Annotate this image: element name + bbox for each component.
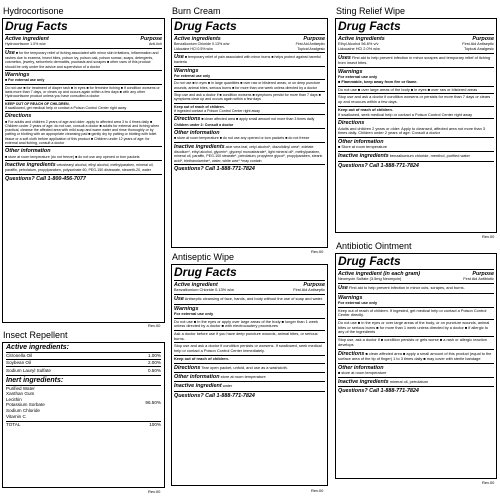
list-item: Vitamin C — [6, 413, 26, 419]
rev-label: Rev.00 — [311, 488, 324, 493]
do-not-use: Do not use ■ in the eyes or apply over large areas of the body ■ longer than 1 week unless directed by a doctor ■ with electrocautery procedures — [174, 318, 318, 329]
inactive-heading: Inactive ingredients — [338, 378, 389, 385]
list-item: Xanthan Gum — [6, 391, 35, 397]
warnings-heading: Warnings — [338, 68, 363, 75]
divider — [174, 164, 325, 165]
divider — [338, 363, 494, 364]
keep-out-reach-text: If swallowed, seek medical help or contact a Poison Control Center right away — [338, 111, 473, 117]
divider — [174, 142, 325, 143]
active-list — [6, 352, 161, 374]
active-purpose: First Aid Antiseptic — [462, 41, 494, 47]
external-use: For external use only — [338, 299, 378, 305]
questions-line: Questions? Call 1-800-456-7077 — [5, 175, 86, 182]
list-item — [6, 352, 161, 359]
active-purpose: Topical Analgesic — [297, 46, 325, 51]
active-line: Hydrocortisone 1.0% w/w — [5, 42, 46, 47]
active-line: Lidocaine HCl 2.0% w/w — [338, 46, 380, 52]
divider — [174, 66, 325, 67]
divider — [338, 118, 494, 119]
divider — [174, 128, 325, 129]
external-use: For external use only — [338, 74, 378, 80]
burn-cream-title: Burn Cream — [172, 6, 221, 16]
directions-text: ■ clean affected area ■ apply a small amount of this product (equal to the surface area of the tip of finger) 1 to 3 times daily ■ may cover with sterile bandage — [338, 350, 492, 361]
ingredient-pct: 0.50% — [147, 367, 161, 373]
keep-out-reach-text: If ingested contact a Poison Control Center right away — [174, 108, 260, 113]
other-heading: Other information — [5, 148, 51, 155]
divider — [5, 111, 162, 112]
insect-repellent-panel — [2, 342, 165, 488]
list-item: Sodium Chloride — [6, 407, 40, 413]
active-heading: Active ingredients — [174, 36, 221, 42]
other-heading: Other information — [338, 139, 384, 146]
keep-out-reach: Keep out of reach of children. — [174, 355, 229, 361]
active-heading: Active ingredients: — [6, 344, 70, 351]
warnings-heading: Warnings — [5, 72, 30, 78]
antibiotic-panel — [335, 253, 497, 479]
rev-label: Rev.00 — [148, 489, 161, 494]
df-title: Drug Facts — [338, 254, 401, 268]
external-use: ■ For external use only — [5, 78, 45, 83]
active-purpose: First Aid Antiseptic — [295, 42, 325, 47]
other-text: ■ store at room temperature ■ do not use any opened or torn packets ■ do not freeze — [174, 136, 310, 141]
use-label: Use — [174, 296, 184, 303]
use-text: Antiseptic cleansing of face, hands, and body without the use of soap and water. — [184, 296, 323, 302]
df-title: Drug Facts — [338, 19, 401, 33]
purpose-heading: Purpose — [303, 282, 325, 288]
divider — [338, 386, 494, 387]
divider — [338, 67, 494, 68]
children-note: Children under 2: Consult a doctor — [174, 122, 234, 127]
divider — [6, 375, 161, 376]
ingredient-pct: 1.00% — [147, 353, 161, 359]
list-item: Purified Water — [6, 385, 35, 391]
list-item — [6, 366, 161, 373]
other-heading: Other information — [338, 364, 384, 371]
inactive-text: mineral oil, petrolatum — [389, 378, 429, 384]
divider — [5, 100, 162, 101]
divider — [338, 137, 494, 138]
other-text: ■ Store at room temperature — [338, 144, 388, 150]
use-label: Use — [338, 285, 348, 292]
inert-block — [6, 385, 161, 420]
divider — [174, 363, 325, 364]
keep-out-reach: Keep out of reach of children. — [174, 104, 225, 109]
divider — [174, 304, 325, 305]
list-item: Lecithin — [6, 396, 22, 402]
df-title: Drug Facts — [5, 19, 68, 33]
inert-list — [6, 386, 45, 420]
other-heading: Other information — [174, 129, 220, 136]
divider — [5, 174, 162, 175]
burn-cream-panel — [171, 18, 328, 248]
ask-doctor: Ask a doctor before use if you have deep puncture wounds, animal bites, or serious burns. — [174, 331, 318, 341]
purpose-heading: Purpose — [303, 36, 325, 42]
directions-text: ■ clean affected area ■ apply small amount not more than 3 times daily — [201, 117, 315, 122]
active-line: Lidocaine HCl 0.5% w/w — [174, 46, 213, 51]
hydrocortisone-title: Hydrocortisone — [3, 6, 64, 16]
external-use: For external use only — [174, 310, 214, 316]
divider — [174, 91, 325, 92]
other-text: store at room temperature — [220, 373, 266, 379]
inactive-heading: Inactive ingredients — [338, 153, 389, 160]
active-line: Benzalkonium Chloride 0.13% w/w — [174, 42, 230, 47]
active-line: Benzalkonium Chloride 0.13% w/w — [174, 287, 234, 293]
divider — [174, 381, 325, 382]
keep-out-reach: Keep out of reach of children. — [338, 106, 393, 112]
purpose-heading: Purpose — [472, 271, 494, 277]
inert-pct: 96.50% — [145, 399, 161, 405]
divider — [338, 53, 494, 54]
divider — [5, 34, 162, 35]
total-pct: 100% — [149, 422, 161, 428]
active-purpose: Anti-itch — [149, 42, 162, 47]
do-not-use: Do not use ■ in the eyes or over large areas of the body, or on puncture wounds, animal bites or serious burns ■ for more than 1 week unless directed by a doctor ■ if allergic to any of the ingredients — [338, 320, 490, 335]
keep-out-reach: KEEP OUT OF REACH OF CHILDREN. — [5, 101, 70, 106]
ingredient-name: Sodium Lauryl Sulfate — [6, 367, 51, 373]
divider — [5, 70, 162, 71]
directions-heading: Directions — [174, 116, 201, 123]
divider — [174, 34, 325, 35]
ingredient-name: Citronella Oil — [6, 353, 33, 359]
antiseptic-wipe-panel — [171, 264, 328, 486]
do-not-use: Do not use ■ in eyes ■ in large quantities ■ over raw or blistered areas, or on deep puncture wounds, animal bites, serious burns ■ for more than one week unless directed by a doctor — [174, 81, 321, 90]
rev-label: Rev.00 — [482, 480, 495, 485]
active-purpose: First Aid Antibiotic — [463, 276, 494, 282]
total-row — [6, 421, 161, 428]
directions-text: Adults and children 2 years or older: Apply to cleansed, affected area not more than 3 times daily. Children under 2 years of age: Consult a doctor — [338, 125, 485, 136]
active-purpose: Topical Analgesic — [464, 46, 494, 52]
use-text: First aid to help prevent infection in minor cuts, scrapes, and burns. — [348, 285, 465, 291]
divider — [174, 372, 325, 373]
use-label: Uses — [338, 54, 351, 61]
keep-out-reach-text: If swallowed, get medical help or contact a Poison Control Center right away — [5, 105, 127, 110]
divider — [174, 294, 325, 295]
divider — [338, 161, 494, 162]
divider — [338, 283, 494, 284]
inert-heading: Inert ingredients: — [6, 376, 64, 384]
active-line: Neomycin Sulfate (3.5mg Neomycin) — [338, 276, 402, 282]
divider — [174, 103, 325, 104]
df-title: Drug Facts — [174, 265, 237, 279]
questions-line: Questions? Call 1-888-771-7824 — [338, 162, 419, 169]
directions-heading: Directions — [174, 364, 201, 371]
inactive-text: aloe vera leaf, cetyl alcohol*, diazolidinyl urea*, edetate disodium*, ethyl alcohol, glycerin*, glyceryl monostearate*, light mineral oil*, methylparaben, mineral oil, paraffin, PEG-100 stearate*, petrolatum, propylene glycol*, propylparaben, stearic acid*, triethanolamine*, water, white wax* *may contain — [174, 144, 323, 163]
divider — [338, 269, 494, 270]
stop-use: Stop use, ask a doctor if ■ condition persists or gets worse ■ a rash or allergic reaction develops — [338, 337, 487, 347]
active-line: Ethyl Alcohol 56.6% v/v — [338, 41, 379, 47]
flammable-warning: ■ Flammable, keep away from fire or flame. — [338, 79, 418, 85]
divider — [338, 34, 494, 35]
ingredient-pct: 2.00% — [147, 360, 161, 366]
warnings-heading: Warnings — [174, 305, 199, 312]
divider — [5, 160, 162, 161]
divider — [338, 349, 494, 350]
directions-heading: Directions — [5, 113, 32, 120]
divider — [174, 391, 325, 392]
divider — [5, 48, 162, 49]
inactive-heading: Inactive ingredients — [174, 143, 225, 150]
list-item — [6, 359, 161, 366]
do-not-use: Do not use ■ for treatment of diaper rash ■ in eyes ■ for feminine itching ■ if condition worsens or lasts more than 7 days, or clears up and occurs again within a few days ■ with any other Hydrocortisone product unless you have consulted a doctor — [5, 85, 160, 99]
divider — [338, 377, 494, 378]
inactive-text: cetostearyl alcohol, ethyl alcohol, methylparaben, mineral oil, paraffin, petrolatum, propylparaben, polysorbate 60, PEG-150 distearate, steareth-20, water — [5, 163, 154, 173]
active-heading: Active ingredient — [5, 36, 49, 42]
directions-heading: Directions — [338, 120, 365, 127]
use-text: ■ temporary relief of pain associated with minor burns ■ helps protect against harmful bacteria — [174, 55, 321, 65]
warnings-heading: Warnings — [338, 294, 363, 301]
sting-relief-title: Sting Relief Wipe — [336, 6, 406, 16]
inactive-heading: Inactive ingredients — [5, 162, 56, 169]
keep-out-reach: Keep out of reach of children. If ingested, get medical help or contact a Poison Control Center directly. — [338, 307, 487, 318]
use-label: Use — [174, 54, 184, 60]
stop-use: Stop use and ask a doctor if ■ condition worsens ■ symptoms persist for more than 7 days ■ symptoms clear up and occurs again within a few days — [174, 93, 321, 102]
other-text: ■ store at room temperature — [338, 370, 387, 376]
divider — [174, 280, 325, 281]
insect-repellent-title: Insect Repellent — [3, 330, 68, 340]
external-use: For external use only — [174, 74, 211, 79]
inactive-text: water — [222, 383, 233, 389]
divider — [5, 146, 162, 147]
hydrocortisone-panel — [2, 18, 165, 323]
active-heading: Active ingredients — [338, 36, 385, 42]
total-label: TOTAL — [6, 422, 21, 428]
sting-relief-panel — [335, 18, 497, 233]
active-heading: Active ingredient — [174, 282, 218, 288]
other-heading: Other information — [174, 373, 220, 380]
rev-label: Rev.00 — [148, 323, 161, 328]
divider — [174, 52, 325, 53]
use-text: ■ for the temporary relief of itching associated with minor skin irritations, inflammation and rashes due to eczema, insect bites, poison ivy, poison oak, poison sumac, soaps, detergents, cosmetics, jewelry, seborrheic dermatitis, psoriasis and scrapes ■ other uses of this product should be only under the advice and supervision of a doctor — [5, 50, 159, 69]
active-purpose: First Aid Antiseptic — [293, 287, 325, 293]
active-heading: Active ingredient (in each gram) — [338, 271, 421, 277]
antiseptic-wipe-title: Antiseptic Wipe — [172, 252, 235, 262]
divider — [174, 79, 325, 80]
rev-label: Rev.00 — [482, 234, 495, 239]
rev-label: Rev.00 — [311, 249, 324, 254]
questions-line: Questions? Call 1-888-771-7824 — [338, 388, 419, 395]
inactive-text: benzalkonium chloride, menthol, purified water — [389, 153, 470, 159]
directions-text: Tear open packet, unfold, and use as a washcloth. — [201, 364, 288, 370]
do-not-use: Do not use ■ over large areas of the body ■ in eyes ■ over raw or blistered areas — [338, 86, 478, 92]
purpose-heading: Purpose — [472, 36, 494, 42]
use-text: First aid to help prevent infection in minor scrapes and temporary relief of itching from insect bites. — [338, 54, 491, 66]
stop-use: Stop use and ask a doctor if condition worsens or persists for more than 7 days or clears up and reoccurs within a few days. — [338, 94, 491, 105]
divider — [5, 84, 162, 85]
use-label: Use — [5, 49, 15, 56]
inactive-heading: Inactive ingredient — [174, 383, 222, 390]
questions-line: Questions? Call 1-888-771-7824 — [174, 392, 255, 399]
stop-use: Stop use and ask a doctor if condition persists or worsens. If swallowed, seek medical help or contact a Poison Control Center immediately. — [174, 343, 322, 354]
divider — [338, 293, 494, 294]
directions-heading: Directions — [338, 350, 365, 357]
antibiotic-title: Antibiotic Ointment — [336, 241, 412, 251]
other-text: ■ store at room temperature (do not freeze) ■ do not use any opened or torn packets — [5, 154, 140, 159]
purpose-heading: Purpose — [140, 36, 162, 42]
directions-text: ■ For adults and children 2 years of age and older: apply to affected area 3 to 4 times daily ■ Children under 2 years of age: do not use, consult a doctor ■ adults for external and itching when practical, cleanse the affected area with mild soap and warm water and rinse thoroughly or by patting or blotting with an appropriate cleansing pad ■ gently dry by patting or blotting with toilet tissue or a soft cloth before application of this product ■ Children under 12 years of age: for external anal itching, consult a doctor — [5, 119, 160, 146]
ingredient-name: Soybean Oil — [6, 360, 32, 366]
questions-line: Questions? Call 1-888-771-7824 — [174, 165, 255, 172]
warnings-heading: Warnings — [174, 67, 199, 74]
list-item: Potassium Sorbate — [6, 402, 45, 408]
divider — [338, 151, 494, 152]
divider — [174, 114, 325, 115]
df-title: Drug Facts — [174, 19, 237, 33]
